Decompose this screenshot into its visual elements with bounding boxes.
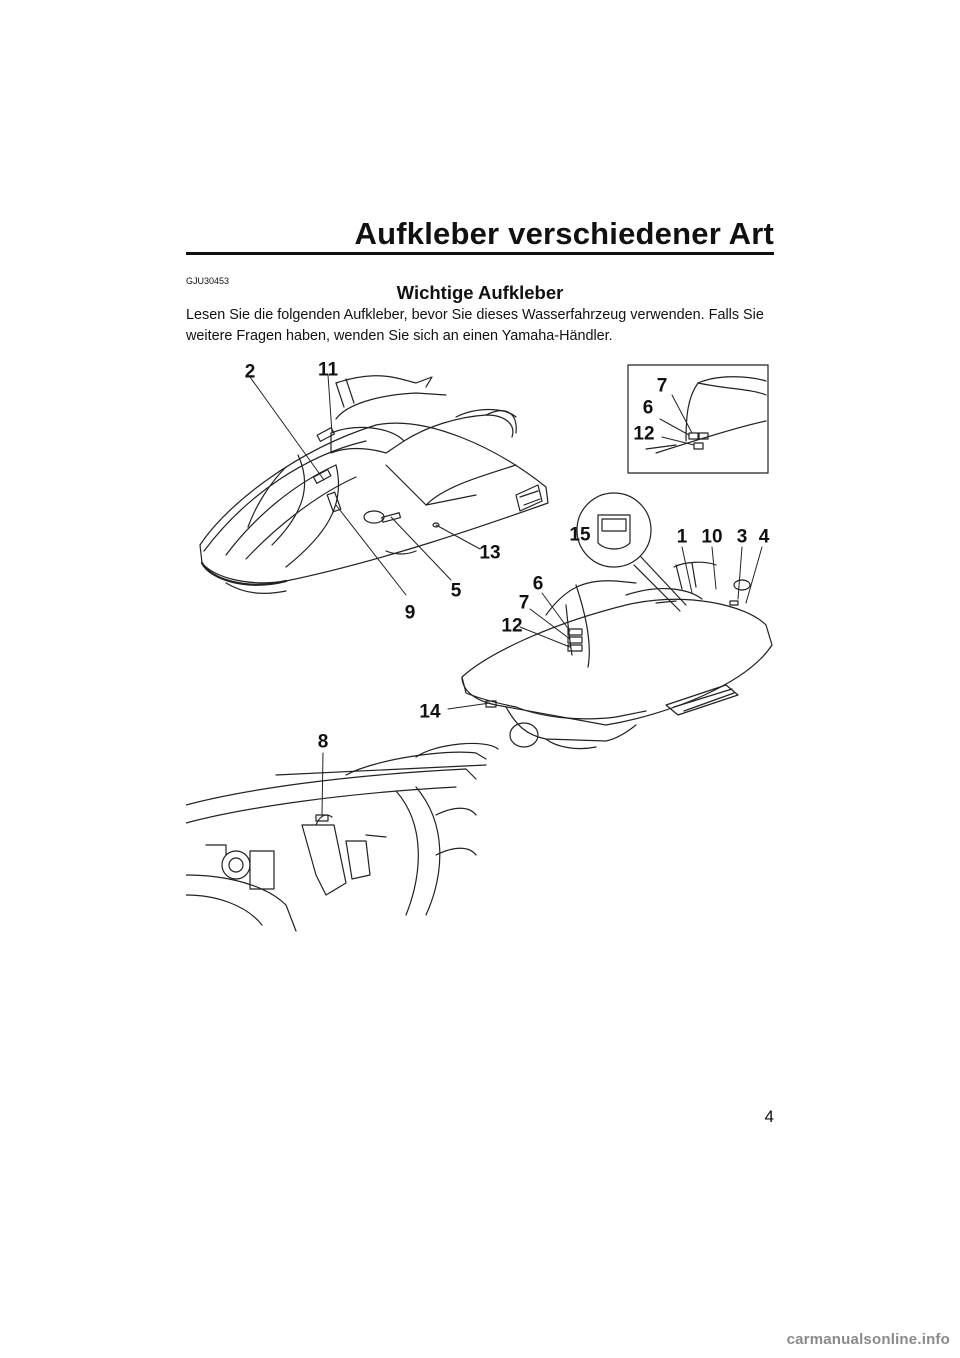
callout-8: 8: [317, 731, 329, 753]
callout-11: 11: [317, 359, 339, 381]
callout-14: 14: [419, 701, 441, 723]
section-title: Wichtige Aufkleber: [396, 282, 564, 303]
intro-paragraph: [186, 305, 774, 347]
document-code: GJU30453: [186, 276, 230, 286]
engine-compartment-view: [186, 743, 498, 931]
callout-1: 1: [676, 526, 688, 548]
seat-detail-inset: [628, 365, 768, 473]
callout-12-inset: 12: [633, 423, 655, 445]
callout-2: 2: [244, 361, 256, 383]
callout-5: 5: [450, 580, 462, 602]
chapter-title: Aufkleber verschiedener Art: [354, 216, 774, 251]
callout-10: 10: [701, 526, 723, 548]
callout-9: 9: [404, 602, 416, 624]
callout-15: 15: [569, 524, 591, 546]
callout-3: 3: [736, 526, 748, 548]
watercraft-rear-view: [448, 547, 772, 749]
callout-6-rear: 6: [532, 573, 544, 595]
intro-line-2: weitere Fragen haben, wenden Sie sich an einen Yamaha-Händler.: [186, 328, 613, 344]
intro-line-1: Lesen Sie die folgenden Aufkleber, bevor Sie dieses Wasserfahrzeug verwenden. Falls Sie: [186, 307, 764, 323]
callout-12-rear: 12: [501, 615, 523, 637]
page-number: 4: [764, 1107, 774, 1126]
watermark: carmanualsonline.info: [786, 1331, 950, 1348]
callout-6-inset: 6: [642, 397, 654, 419]
callout-7-rear: 7: [518, 592, 530, 614]
header-rule: [186, 252, 774, 255]
callout-7-inset: 7: [656, 375, 668, 397]
callout-13: 13: [479, 542, 501, 564]
decal-location-figure: [186, 355, 786, 935]
callout-4: 4: [758, 526, 770, 548]
